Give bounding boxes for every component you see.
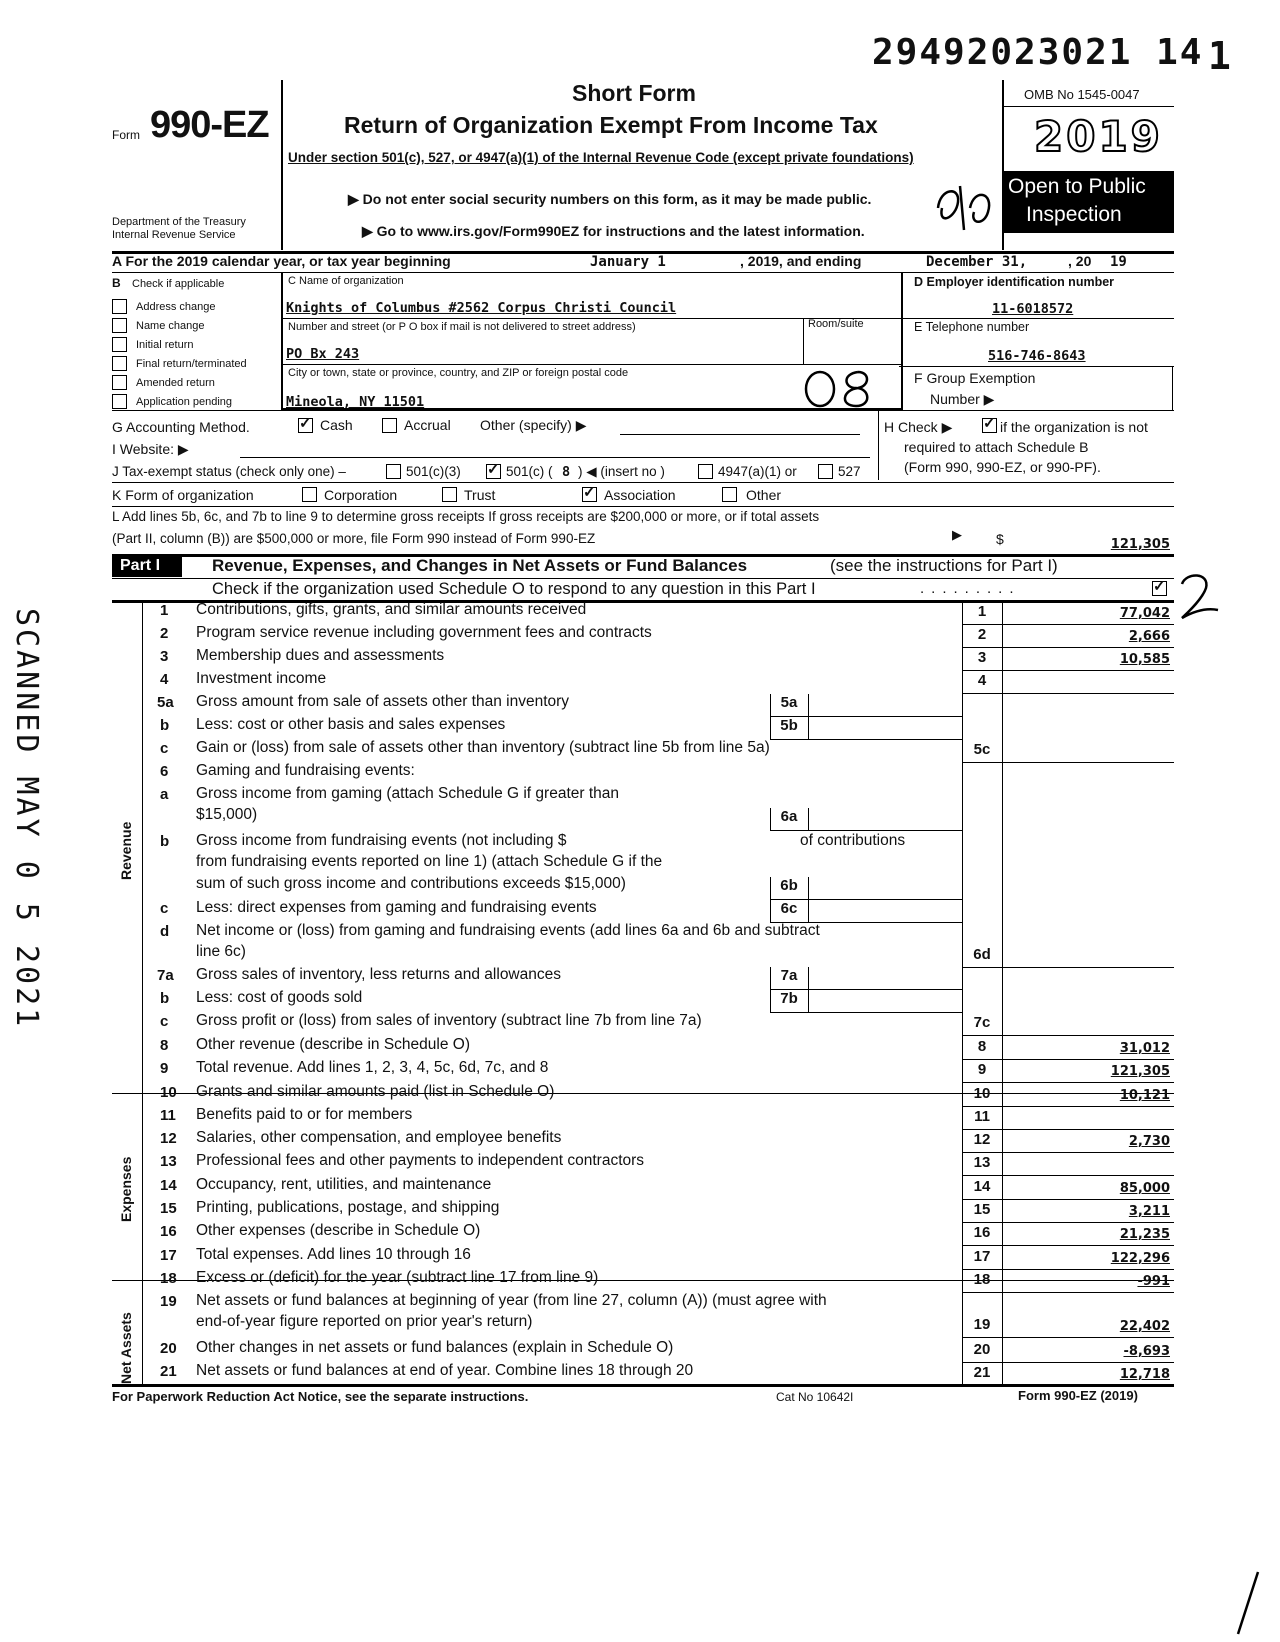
line-17-number: 17 — [160, 1247, 177, 1264]
line-8-description-2: $15,000) — [196, 806, 258, 823]
line-a-number: a — [160, 786, 169, 803]
line-j-label: J Tax-exempt status (check only one) – — [112, 464, 346, 479]
line-box-6d-rule — [962, 967, 1174, 968]
line-15-amount[interactable]: 3,211 — [1128, 1204, 1170, 1219]
org-name-value[interactable]: Knights of Columbus #2562 Corpus Christi Council — [286, 300, 677, 316]
line-20-amount[interactable]: -8,693 — [1123, 1344, 1170, 1359]
inner-box-6a-label: 6a — [780, 808, 798, 825]
group-exemption-label: F Group Exemption — [914, 370, 1036, 386]
omb-number: OMB No 1545-0047 — [1024, 87, 1140, 102]
line-14-description: Gross profit or (loss) from sales of inventory (subtract line 7b from line 7a) — [196, 1012, 702, 1029]
line-a-label: A For the 2019 calendar year, or tax year beginning — [112, 253, 451, 269]
ein-label: D Employer identification number — [914, 275, 1115, 289]
stray-mark-icon — [1232, 1570, 1262, 1636]
line-9-description-2: from fundraising events reported on line 1) (attach Schedule G if the — [196, 853, 663, 870]
checkbox-other-org[interactable] — [722, 487, 737, 502]
inner-box-6c-left — [770, 900, 771, 922]
line-1-number: 1 — [160, 602, 169, 619]
line-box-5c-label: 5c — [973, 741, 991, 758]
line-box-13-label: 13 — [973, 1154, 991, 1171]
line-10-amount[interactable]: 10,121 — [1119, 1088, 1170, 1103]
line-12-description: Gross sales of inventory, less returns and allowances — [196, 966, 561, 983]
line-18-amount[interactable]: -991 — [1137, 1274, 1170, 1289]
tax-year-begin: January 1 — [590, 254, 666, 270]
line-c-number: c — [160, 740, 169, 757]
part-i-title: Revenue, Expenses, and Changes in Net Assets or Fund Balances — [212, 556, 748, 575]
line-l-text1: L Add lines 5b, 6c, and 7b to line 9 to determine gross receipts If gross receipts are $200,000 or more, or if total assets — [112, 509, 820, 524]
ssn-notice: ▶ Do not enter social security numbers on this form, as it may be made public. — [348, 191, 872, 207]
line-box-8-label: 8 — [977, 1038, 987, 1055]
city-value[interactable]: Mineola, NY 11501 — [286, 394, 425, 410]
inner-box-5b-left — [770, 717, 771, 739]
street-value[interactable]: PO Bx 243 — [286, 346, 360, 362]
checkbox-4947[interactable] — [698, 464, 713, 479]
line-17-description: Grants and similar amounts paid (list in Schedule O) — [196, 1083, 555, 1100]
label-cash: Cash — [320, 417, 353, 433]
line-l-dollar: $ — [996, 531, 1004, 547]
label-501c3: 501(c)(3) — [406, 464, 461, 479]
line-2-amount[interactable]: 2,666 — [1128, 629, 1170, 644]
schedule-o-dots: ......... — [920, 580, 1021, 597]
line-16-number: 16 — [160, 1223, 177, 1240]
street-rule — [281, 364, 901, 365]
line-box-1-label: 1 — [977, 603, 987, 620]
org-bottom-rule — [112, 410, 1174, 411]
label-amended-return: Amended return — [136, 377, 215, 389]
inner-box-5a-label: 5a — [780, 694, 798, 711]
line-9-description-3: sum of such gross income and contributions exceeds $15,000) — [196, 875, 626, 892]
line-22-description: Printing, publications, postage, and shipping — [196, 1199, 500, 1216]
line-h-label: H Check ▶ — [884, 419, 953, 435]
checkbox-application-pending[interactable] — [112, 394, 127, 409]
line-26-description: Net assets or fund balances at beginning of year (from line 27, column (A)) (must agree with — [196, 1292, 827, 1309]
501c-number[interactable]: 8 — [562, 464, 571, 480]
line-box-20-label: 20 — [973, 1341, 991, 1358]
omb-divider — [1002, 106, 1174, 107]
header-divider-left — [281, 80, 283, 250]
label-other-org: Other — [746, 487, 782, 503]
label-4947: 4947(a)(1) or — [718, 464, 797, 479]
ein-value[interactable]: 11-6018572 — [992, 301, 1074, 317]
phone-value[interactable]: 516-746-8643 — [988, 348, 1086, 364]
dept-line-1: Department of the Treasury — [112, 216, 246, 228]
line-25-description: Excess or (deficit) for the year (subtract line 17 from line 9) — [196, 1269, 599, 1286]
tax-year-end: December 31, — [926, 254, 1028, 270]
inner-box-7b-rule[interactable] — [770, 1012, 962, 1013]
line-k-label: K Form of organization — [112, 487, 254, 503]
line-d-number: d — [160, 923, 170, 940]
checkbox-address-change[interactable] — [112, 299, 127, 314]
inner-box-5b-rule[interactable] — [770, 739, 962, 740]
line-b-number: b — [160, 717, 170, 734]
label-name-change: Name change — [136, 320, 205, 332]
room-label: Room/suite — [808, 318, 864, 330]
line-box-16-rule — [962, 1245, 1174, 1246]
box-col-right — [1002, 600, 1003, 1384]
line-1-description: Program service revenue including government fees and contracts — [196, 624, 652, 641]
label-association: Association — [604, 487, 676, 503]
line-8-amount[interactable]: 31,012 — [1119, 1041, 1170, 1056]
k-rule — [112, 506, 1174, 507]
part-i-tag: Part I — [120, 557, 161, 574]
form-subtitle: Under section 501(c), 527, or 4947(a)(1) of the Internal Revenue Code (except private foundations) — [288, 150, 914, 165]
line-box-4-label: 4 — [977, 672, 987, 689]
org-name-label: C Name of organization — [288, 275, 404, 287]
line-9-description: Gross income from fundraising events (not including $ — [196, 832, 567, 849]
footer-form: Form 990-EZ (2019) — [1018, 1388, 1138, 1403]
line-box-9-label: 9 — [977, 1061, 987, 1078]
handwritten-2-icon — [1176, 570, 1222, 622]
line-6-number: 6 — [160, 763, 169, 780]
line-box-13-rule — [962, 1175, 1174, 1176]
line-box-10-rule — [962, 1106, 1174, 1107]
line-box-14-rule — [962, 1199, 1174, 1200]
form-title-short: Short Form — [572, 80, 696, 106]
line-21-number: 21 — [160, 1363, 177, 1380]
phone-rule — [899, 366, 1174, 367]
line-4-number: 4 — [160, 671, 169, 688]
phone-label: E Telephone number — [914, 320, 1030, 334]
line-box-14-label: 14 — [973, 1178, 991, 1195]
line-box-2-rule — [962, 647, 1174, 648]
line-9-number: 9 — [160, 1060, 169, 1077]
line-27-description: Other changes in net assets or fund balances (explain in Schedule O) — [196, 1339, 674, 1356]
checkbox-schedule-b[interactable] — [982, 418, 997, 433]
line-box-12-rule — [962, 1152, 1174, 1153]
line-i-label: I Website: ▶ — [112, 441, 189, 457]
line-box-5c-rule — [962, 762, 1174, 763]
line-15-description: Other revenue (describe in Schedule O) — [196, 1036, 470, 1053]
line-14-number: 14 — [160, 1177, 177, 1194]
dept-line-2: Internal Revenue Service — [112, 229, 236, 241]
inner-box-6a-left — [770, 808, 771, 830]
line-8-number: 8 — [160, 1037, 169, 1054]
inner-box-6b-left — [770, 877, 771, 899]
inner-box-7b-mid — [808, 990, 809, 1012]
footer-paperwork: For Paperwork Reduction Act Notice, see the separate instructions. — [112, 1389, 529, 1404]
handwritten-initials-icon — [930, 168, 1002, 238]
line-box-15-rule — [962, 1222, 1174, 1223]
inner-box-7a-mid — [808, 967, 809, 989]
inner-box-7a-left — [770, 967, 771, 989]
line-h-text2: required to attach Schedule B — [904, 439, 1089, 455]
tax-year-end-yy: 19 — [1110, 254, 1127, 270]
inner-box-7b-left — [770, 990, 771, 1012]
line-15-number: 15 — [160, 1200, 177, 1217]
line-10-number: 10 — [160, 1084, 177, 1101]
line-13-number: 13 — [160, 1153, 177, 1170]
checkbox-trust[interactable] — [442, 487, 457, 502]
part-i-title-rule — [112, 578, 1174, 579]
inner-box-5b-mid — [808, 717, 809, 739]
label-other-method: Other (specify) ▶ — [480, 417, 587, 433]
line-16-description: Total revenue. Add lines 1, 2, 3, 4, 5c, 6d, 7c, and 8 — [196, 1059, 549, 1076]
line-box-3-rule — [962, 670, 1174, 671]
line-box-17-rule — [962, 1269, 1174, 1270]
inner-box-6c-label: 6c — [780, 900, 798, 917]
line-box-7c-rule — [962, 1035, 1174, 1036]
side-label-revenue: Revenue — [118, 821, 134, 880]
line-box-7c-label: 7c — [973, 1014, 991, 1031]
line-5a-number: 5a — [157, 694, 174, 711]
line-16-amount[interactable]: 21,235 — [1119, 1227, 1170, 1242]
checkbox-corporation[interactable] — [302, 487, 317, 502]
side-label-divider — [142, 600, 143, 1384]
line-4-description: Gross amount from sale of assets other than inventory — [196, 693, 570, 710]
line-box-11-label: 11 — [974, 1108, 990, 1125]
h-divider — [878, 410, 879, 480]
line-12-number: 12 — [160, 1130, 177, 1147]
checkbox-accrual[interactable] — [382, 418, 397, 433]
line-box-21-label: 21 — [973, 1364, 991, 1381]
line-9-description-b: of contributions — [800, 832, 906, 849]
form-word: Form — [112, 128, 140, 142]
line-box-16-label: 16 — [973, 1224, 991, 1241]
line-21-amount[interactable]: 12,718 — [1119, 1367, 1170, 1382]
section-b-label: B — [112, 276, 121, 290]
label-accrual: Accrual — [404, 417, 451, 433]
line-box-2-label: 2 — [977, 626, 987, 643]
checkbox-name-change[interactable] — [112, 318, 127, 333]
line-9-amount[interactable]: 121,305 — [1110, 1064, 1170, 1079]
part-i-title-note: (see the instructions for Part I) — [830, 556, 1058, 575]
line-3-number: 3 — [160, 648, 169, 665]
line-box-18-label: 18 — [973, 1271, 991, 1288]
line-l-text2: (Part II, column (B)) are $500,000 or more, file Form 990 instead of Form 990-EZ — [112, 531, 596, 546]
j-rule — [112, 482, 1174, 483]
label-527: 527 — [838, 464, 861, 479]
inner-box-5b-label: 5b — [780, 717, 798, 734]
line-b-number: b — [160, 990, 170, 1007]
line-box-15-label: 15 — [973, 1201, 991, 1218]
group-exemption-number: Number ▶ — [930, 391, 995, 407]
checkbox-cash[interactable] — [298, 418, 313, 433]
inner-box-5a-mid — [808, 694, 809, 716]
line-1-amount[interactable]: 77,042 — [1119, 606, 1170, 621]
label-trust: Trust — [464, 487, 496, 503]
line-5-description: Less: cost or other basis and sales expenses — [196, 716, 506, 733]
other-method-line — [620, 434, 860, 435]
line-box-20-rule — [962, 1362, 1174, 1363]
line-g-label: G Accounting Method. — [112, 419, 250, 435]
inner-box-6c-mid — [808, 900, 809, 922]
footer-cat: Cat No 10642I — [776, 1390, 854, 1404]
line-box-11-rule — [962, 1129, 1174, 1130]
label-corporation: Corporation — [324, 487, 398, 503]
line-2-description: Membership dues and assessments — [196, 647, 445, 664]
form-number: 990-EZ — [150, 104, 269, 146]
line-b-number: b — [160, 833, 170, 850]
tax-year: 2019 — [1034, 112, 1163, 161]
line-8-description: Gross income from gaming (attach Schedule G if greater than — [196, 785, 620, 802]
label-address-change: Address change — [136, 301, 216, 313]
line-h-text3: (Form 990, 990-EZ, or 990-PF). — [904, 459, 1101, 475]
line-19-number: 19 — [160, 1293, 177, 1310]
line-h-text: if the organization is not — [1000, 419, 1148, 435]
handwritten-08-icon — [800, 368, 878, 410]
line-c-number: c — [160, 900, 169, 917]
dln-stamp: 29492023021 14 — [872, 32, 1204, 73]
section-b-sub: Check if applicable — [132, 278, 225, 290]
line-a-20: , 20 — [1068, 253, 1092, 269]
line-7-description: Gaming and fundraising events: — [196, 762, 415, 779]
label-final-return: Final return/terminated — [136, 358, 247, 370]
line-0-description: Contributions, gifts, grants, and similar amounts received — [196, 601, 587, 618]
line-c-number: c — [160, 1013, 169, 1030]
side-label-net-assets: Net Assets — [118, 1312, 134, 1384]
line-28-description: Net assets or fund balances at end of year. Combine lines 18 through 20 — [196, 1362, 694, 1379]
inner-box-6a-rule[interactable] — [770, 830, 962, 831]
label-application-pending: Application pending — [136, 396, 233, 408]
line-24-description: Total expenses. Add lines 10 through 16 — [196, 1246, 471, 1263]
line-3-description: Investment income — [196, 670, 327, 687]
inner-box-7a-label: 7a — [780, 967, 798, 984]
inner-box-6b-mid — [808, 877, 809, 899]
inner-box-6b-label: 6b — [780, 877, 798, 894]
gross-receipts-value[interactable]: 121,305 — [1110, 537, 1170, 552]
line-18-description: Benefits paid to or for members — [196, 1106, 413, 1123]
line-box-4-rule — [962, 693, 1174, 694]
checkbox-schedule-o[interactable] — [1152, 581, 1167, 596]
website-line[interactable] — [240, 457, 870, 458]
scanned-stamp: SCANNED MAY 0 5 2021 — [9, 608, 44, 1030]
line-a-mid: , 2019, and ending — [740, 253, 862, 269]
line-6-description: Gain or (loss) from sale of assets other than inventory (subtract line 5b from line 5a) — [196, 739, 770, 756]
line-box-18-rule — [962, 1292, 1174, 1293]
line-20-description: Professional fees and other payments to independent contractors — [196, 1152, 645, 1169]
line-14-amount[interactable]: 85,000 — [1119, 1181, 1170, 1196]
checkbox-amended-return[interactable] — [112, 375, 127, 390]
checkbox-501c3[interactable] — [386, 464, 401, 479]
line-box-3-label: 3 — [977, 649, 987, 666]
inspection-label: Inspection — [1026, 203, 1122, 226]
box-col-left — [962, 600, 963, 1384]
line-10-description: Less: direct expenses from gaming and fundraising events — [196, 899, 597, 916]
line-l-arrow: ▶ — [952, 527, 962, 542]
line-21-description: Occupancy, rent, utilities, and maintenance — [196, 1176, 492, 1193]
line-19-amount[interactable]: 22,402 — [1119, 1319, 1170, 1334]
city-label: City or town, state or province, country, and ZIP or foreign postal code — [288, 367, 629, 379]
inner-box-7b-label: 7b — [780, 990, 798, 1007]
line-box-10-label: 10 — [973, 1085, 991, 1102]
checkbox-final-return[interactable] — [112, 356, 127, 371]
line-box-19-rule — [962, 1337, 1174, 1338]
checkbox-initial-return[interactable] — [112, 337, 127, 352]
line-2-number: 2 — [160, 625, 169, 642]
line-box-8-rule — [962, 1059, 1174, 1060]
label-501c: 501(c) ( — [506, 464, 553, 479]
checkbox-501c[interactable] — [486, 464, 501, 479]
checkbox-527[interactable] — [818, 464, 833, 479]
dln-stamp-suffix: 1 — [1208, 34, 1231, 78]
line-7a-number: 7a — [157, 967, 174, 984]
line-26-description-2: end-of-year figure reported on prior year's return) — [196, 1313, 533, 1330]
line-20-number: 20 — [160, 1340, 177, 1357]
line-23-description: Other expenses (describe in Schedule O) — [196, 1222, 481, 1239]
schedule-o-check-text: Check if the organization used Schedule O to respond to any question in this Part I — [212, 580, 816, 598]
room-divider — [803, 318, 804, 364]
part-i-bottom-rule — [112, 1384, 1174, 1387]
line-12-amount[interactable]: 2,730 — [1128, 1134, 1170, 1149]
line-17-amount[interactable]: 122,296 — [1110, 1251, 1170, 1266]
street-label: Number and street (or P O box if mail is not delivered to street address) — [288, 321, 636, 333]
label-initial-return: Initial return — [136, 339, 194, 351]
label-insert-no: ) ◀ (insert no ) — [578, 464, 665, 479]
line-box-6d-label: 6d — [973, 946, 991, 963]
ein-rule — [899, 318, 1174, 319]
inner-box-6a-mid — [808, 808, 809, 830]
checkbox-association[interactable] — [582, 487, 597, 502]
line-box-1-rule — [962, 624, 1174, 625]
line-box-9-rule — [962, 1082, 1174, 1083]
website-notice: ▶ Go to www.irs.gov/Form990EZ for instructions and the latest information. — [362, 223, 865, 239]
line-11-description-2: line 6c) — [196, 943, 246, 960]
line-13-description: Less: cost of goods sold — [196, 989, 363, 1006]
line-18-number: 18 — [160, 1270, 177, 1287]
line-box-12-label: 12 — [973, 1131, 991, 1148]
line-11-number: 11 — [160, 1107, 176, 1124]
line-3-amount[interactable]: 10,585 — [1119, 652, 1170, 667]
line-11-description: Net income or (loss) from gaming and fundraising events (add lines 6a and 6b and subtract — [196, 922, 820, 939]
group-right-rule — [1172, 366, 1173, 410]
side-label-expenses: Expenses — [118, 1156, 134, 1222]
line-box-17-label: 17 — [973, 1248, 991, 1265]
inner-box-5a-left — [770, 694, 771, 716]
form-title: Return of Organization Exempt From Income Tax — [344, 112, 878, 138]
line-19-description: Salaries, other compensation, and employee benefits — [196, 1129, 562, 1146]
open-public-label: Open to Public — [1008, 175, 1146, 198]
line-box-19-label: 19 — [973, 1316, 991, 1333]
